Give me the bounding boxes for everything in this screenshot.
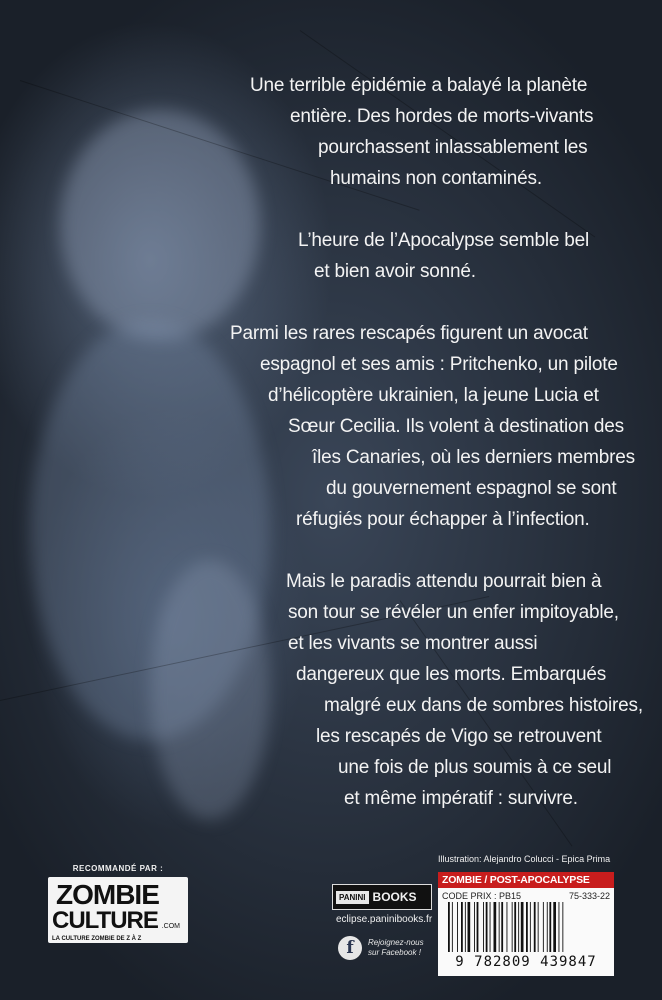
text-line: Sœur Cecilia. Ils volent à destination des xyxy=(288,416,624,437)
text-line: malgré eux dans de sombres histoires, xyxy=(324,695,643,716)
synopsis-paragraph-3 xyxy=(210,318,650,535)
text-line: espagnol et ses amis : Pritchenko, un pilote xyxy=(260,354,618,375)
text-line: réfugiés pour échapper à l’infection. xyxy=(296,509,590,530)
text-line: du gouvernement espagnol se sont xyxy=(326,478,617,499)
text-line: Parmi les rares rescapés figurent un avocat xyxy=(230,323,588,344)
text-line: Mais le paradis attendu pourrait bien à xyxy=(286,571,602,592)
barcode xyxy=(446,902,606,952)
zombie-culture-logo xyxy=(48,877,188,943)
recommendation xyxy=(48,864,188,943)
facebook-text: sur Facebook ! xyxy=(368,948,421,957)
text-line: d’hélicoptère ukrainien, la jeune Lucia et xyxy=(268,385,599,406)
genre-label: ZOMBIE / POST-APOCALYPSE xyxy=(438,872,614,888)
text-line: et même impératif : survivre. xyxy=(344,788,578,809)
publisher-url[interactable]: eclipse.paninibooks.fr xyxy=(336,914,433,925)
logo-tagline: LA CULTURE ZOMBIE DE Z À Z xyxy=(52,936,142,942)
books-text: BOOKS xyxy=(372,890,417,904)
logo-text: CULTURE xyxy=(52,907,158,934)
text-line: îles Canaries, où les derniers membres xyxy=(312,447,635,468)
facebook-text: Rejoignez-nous xyxy=(368,938,424,947)
text-line: une fois de plus soumis à ce seul xyxy=(338,757,612,778)
text-line: dangereux que les morts. Embarqués xyxy=(296,664,607,685)
text-line: L’heure de l’Apocalypse semble bel xyxy=(298,230,590,251)
text-line: et les vivants se montrer aussi xyxy=(288,633,538,654)
product-code: 75-333-22 xyxy=(568,891,610,901)
text-line: son tour se révéler un enfer impitoyable, xyxy=(288,602,619,623)
synopsis-paragraph-2 xyxy=(210,225,650,287)
synopsis-paragraph-1 xyxy=(210,70,650,194)
logo-text: ZOMBIE xyxy=(56,879,159,910)
text-line: et bien avoir sonné. xyxy=(314,261,476,282)
price-code-row xyxy=(438,888,614,901)
facebook-callout xyxy=(368,938,424,958)
isbn-number: 9 782809 439847 xyxy=(455,954,597,970)
text-line: Une terrible épidémie a balayé la planète xyxy=(250,75,588,96)
panini-mark: PANINI xyxy=(336,891,369,904)
logo-text: .COM xyxy=(161,923,180,930)
synopsis-text xyxy=(210,70,650,814)
text-line: humains non contaminés. xyxy=(330,168,542,189)
price-info-box xyxy=(438,872,614,976)
price-code: CODE PRIX : PB15 xyxy=(442,891,522,901)
panini-books-logo xyxy=(332,884,432,910)
illustration-credit: Illustration: Alejandro Colucci - Epica Prima xyxy=(438,854,611,864)
text-line: les rescapés de Vigo se retrouvent xyxy=(316,726,602,747)
facebook-icon[interactable]: f xyxy=(338,936,362,960)
text-line: entière. Des hordes de morts-vivants xyxy=(290,106,594,127)
synopsis-paragraph-4 xyxy=(210,566,650,814)
text-line: pourchassent inlassablement les xyxy=(318,137,588,158)
recommend-label: RECOMMANDÉ PAR : xyxy=(72,864,164,873)
